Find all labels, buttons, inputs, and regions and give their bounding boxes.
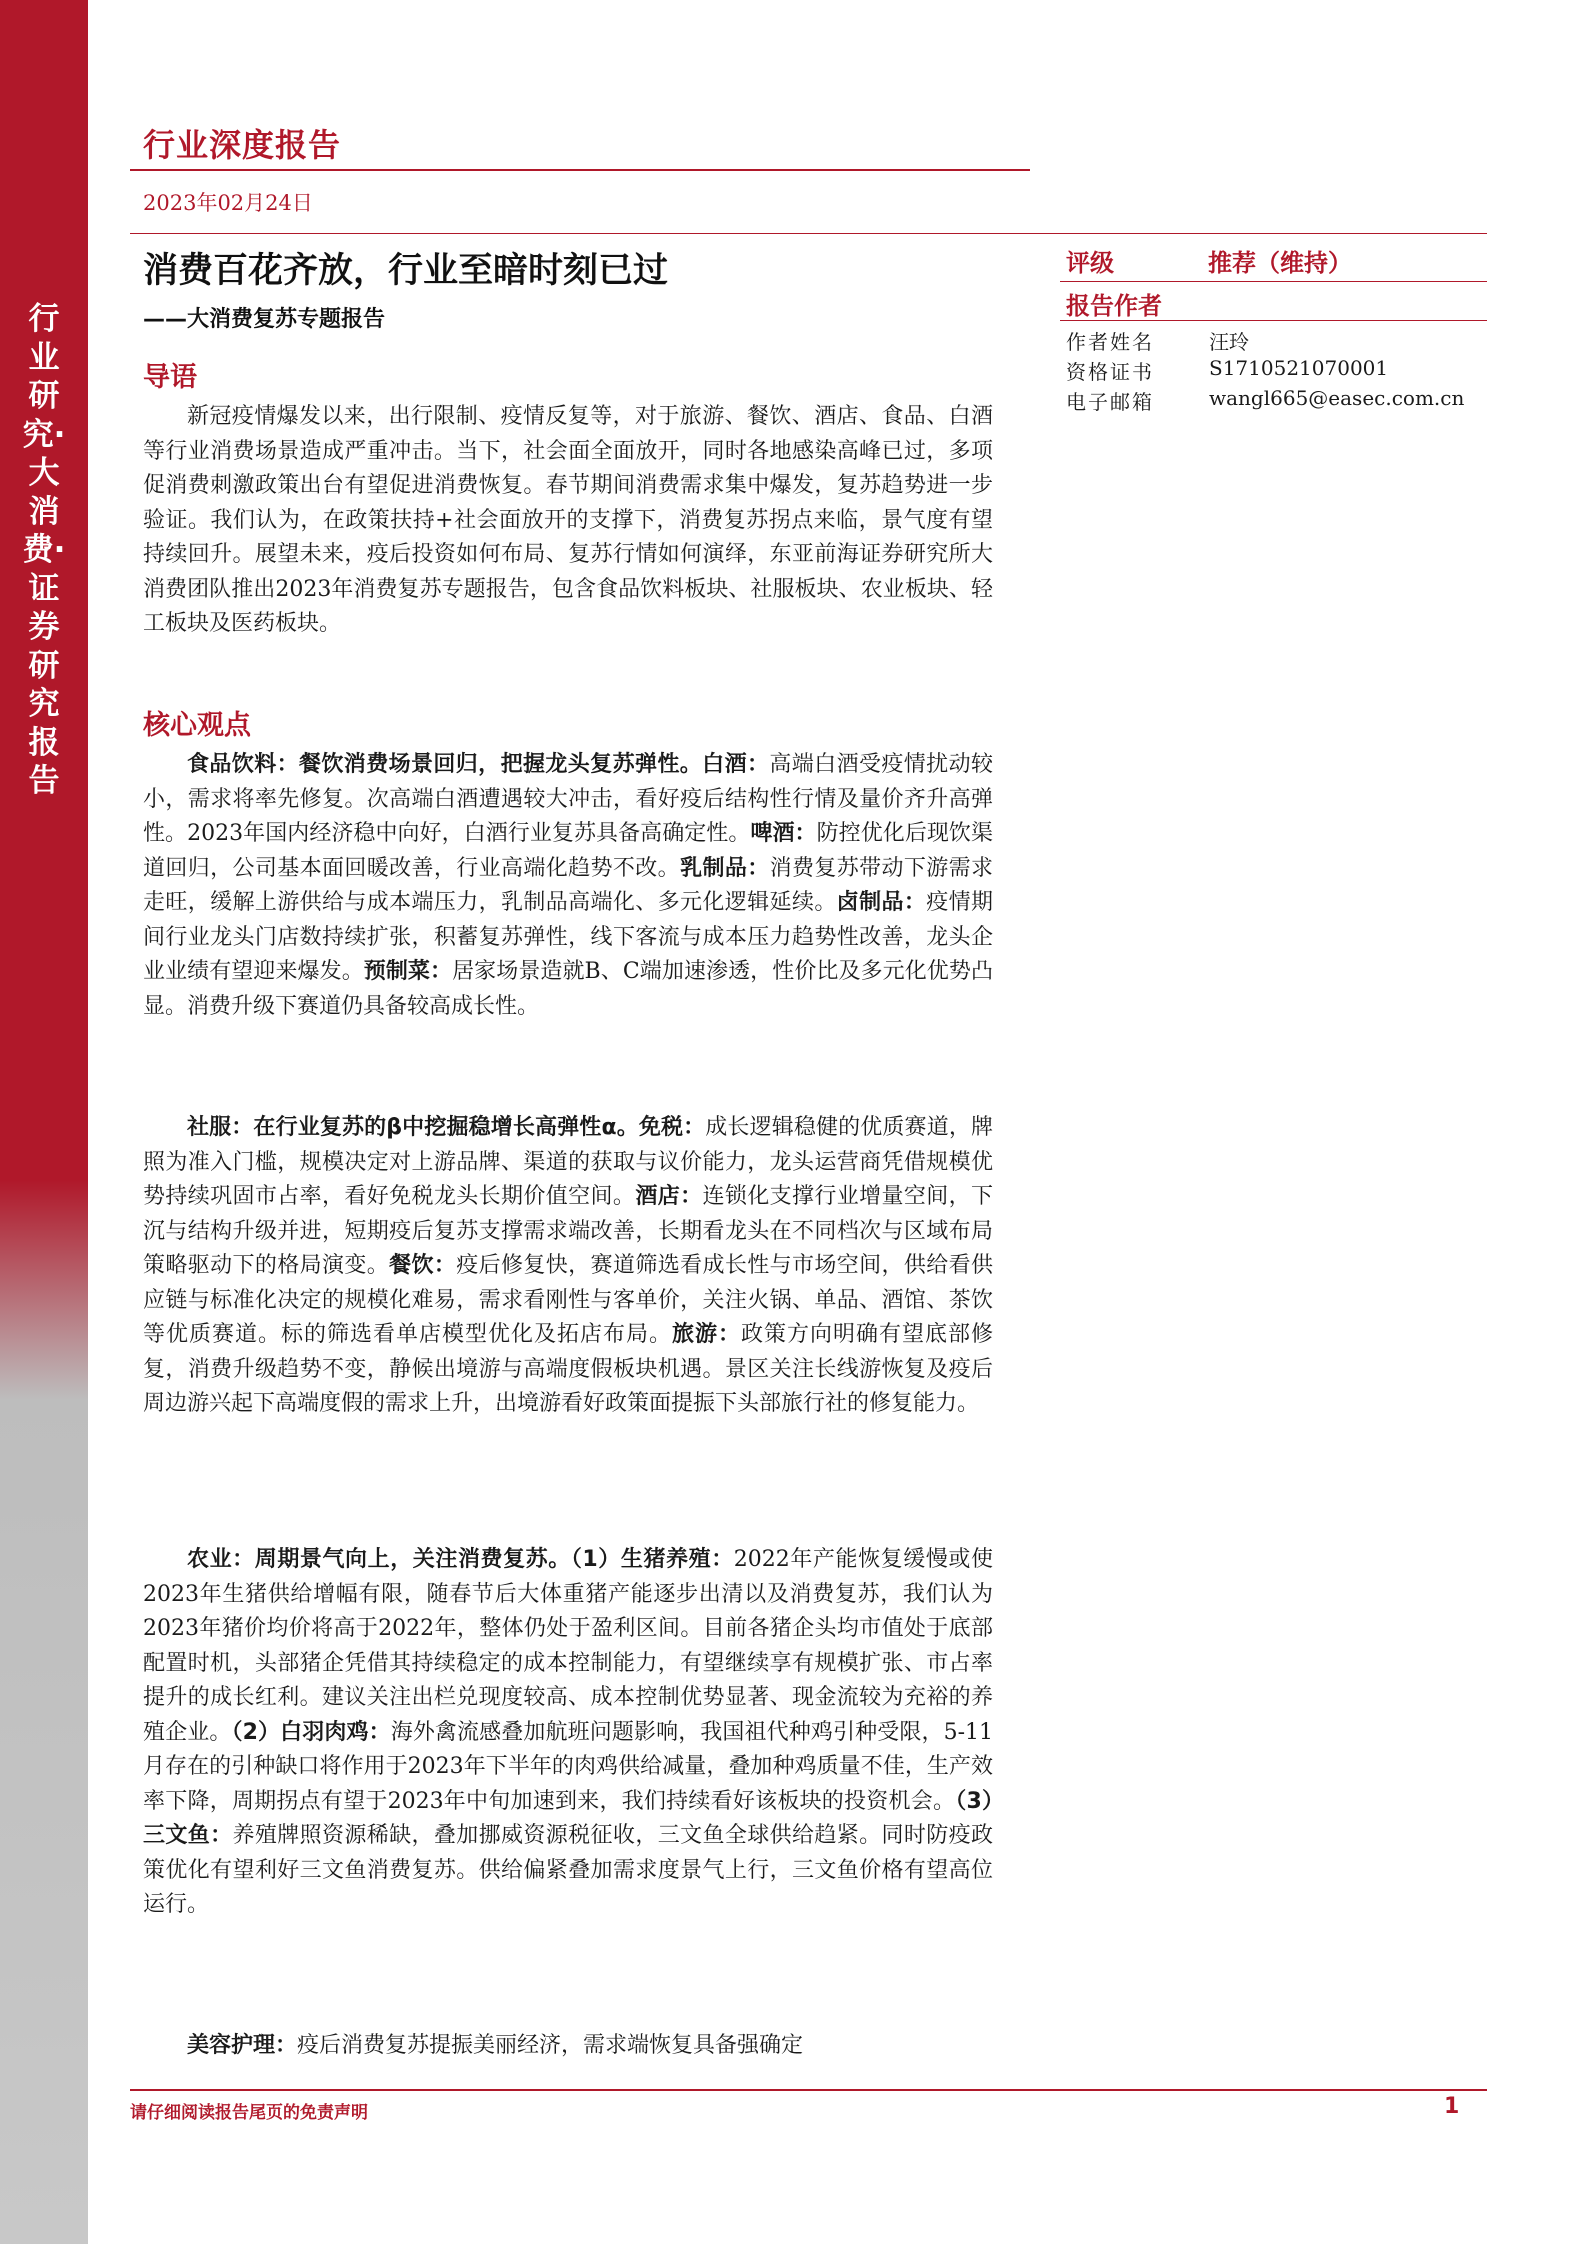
title-divider [130,233,1487,234]
food-baijiu-text: 高端白酒受疫情扰动较小，需求将率先修复。次高端白酒遭遇较大冲击，看好疫后结构性行情及量价齐升高弹性。2023年国内经济稳中向好，白酒行业复苏具备高确定性。 [143,752,993,846]
food-beer-label: 啤酒： [750,821,817,846]
footer-disclaimer: 请仔细阅读报告尾页的免责声明 [130,2103,368,2123]
report-type: 行业深度报告 [143,126,342,164]
rating-value: 推荐（维持） [1208,249,1352,277]
social-paragraph [143,1111,993,1422]
social-dutyfree-text: 成长逻辑稳健的优质赛道，牌照为准入门槛，规模决定对上游品牌、渠道的获取与议价能力，龙头运营商凭借规模优势持续巩固市占率，看好免税龙头长期价值空间。 [143,1115,993,1209]
agri-salmon-label: （3）三文鱼： [143,1788,993,1848]
food-dairy-label: 乳制品： [680,855,770,881]
intro-heading: 导语 [143,362,197,393]
author-email-row [1066,386,1486,416]
agri-pig-text: 2022年产能恢复缓慢或使2023年生猪供给增幅有限，随春节后大体重猪产能逐步出清以及消费复苏，我们认为2023年猪价均价将高于2022年，整体仍处于盈利区间。目前各猪企头均市值处于底部配置时机，头部猪企凭借其持续稳定的成本控制能力，有望继续享有规模扩张、市占率提升的成长红利。建议关注出栏兑现度较高、成本控制优势显著、现金流较为充裕的养殖企业。 [143,1547,993,1745]
social-hotel-text: 连锁化支撑行业增量空间，下沉与结构升级并进，短期疫后复苏支撑需求端改善，长期看龙头在不同档次与区域布局策略驱动下的格局演变。 [143,1184,993,1278]
footer-divider [130,2089,1487,2091]
author-email-key: 电子邮箱 [1066,390,1154,414]
food-paragraph [143,748,993,1024]
agri-salmon-text: 养殖牌照资源稀缺，叠加挪威资源税征收，三文鱼全球供给趋紧。同时防疫政策优化有望利好三文鱼消费复苏。供给偏紧叠加需求度景气上行，三文鱼价格有望高位运行。 [143,1823,993,1917]
author-cert-row [1066,356,1486,386]
food-braised-label: 卤制品： [836,890,927,915]
agri-chicken-label: （2）白羽肉鸡： [231,1719,391,1745]
agri-pig-label: （1）生猪养殖： [570,1547,734,1572]
food-lead: 食品饮料：餐饮消费场景回归，把握龙头复苏弹性。 [187,752,703,777]
agri-lead: 农业：周期景气向上，关注消费复苏。 [187,1547,571,1572]
authors-heading: 报告作者 [1066,292,1162,320]
rating-row [1060,243,1487,279]
side-bar [0,0,88,2244]
social-catering-text: 疫后修复快，赛道筛选看成长性与市场空间，供给看供应链与标准化决定的规模化难易，需求看刚性与客单价，关注火锅、单品、酒馆、茶饮等优质赛道。标的筛选看单店模型优化及拓店布局。 [143,1253,993,1347]
intro-paragraph: 新冠疫情爆发以来，出行限制、疫情反复等，对于旅游、餐饮、酒店、食品、白酒等行业消费场景造成严重冲击。当下，社会面全面放开，同时各地感染高峰已过，多项促消费刺激政策出台有望促进消费恢复。春节期间消费需求集中爆发，复苏趋势进一步验证。我们认为，在政策扶持+社会面放开的支撑下，消费复苏拐点来临，景气度有望持续回升。展望未来，疫后投资如何布局、复苏行情如何演绎，东亚前海证券研究所大消费团队推出2023年消费复苏专题报告，包含食品饮料板块、社服板块、农业板块、轻工板块及医药板块。 [143,404,993,636]
food-beer-text: 防控优化后现饮渠道回归，公司基本面回暖改善，行业高端化趋势不改。 [143,821,993,881]
side-category-label: 行业研究·大消费·证券研究报告 [22,301,66,799]
food-baijiu-label: 白酒： [702,752,770,777]
food-braised-text: 疫情期间行业龙头门店数持续扩张，积蓄复苏弹性，线下客流与成本压力趋势性改善，龙头企业业绩有望迎来爆发。 [143,890,993,984]
author-cert-key: 资格证书 [1066,360,1154,384]
food-prepared-label: 预制菜： [363,959,453,984]
rating-label: 评级 [1066,249,1114,277]
food-prepared-text: 居家场景造就B、C端加速渗透，性价比及多元化优势凸显。消费升级下赛道仍具备较高成长性。 [143,959,993,1019]
core-heading: 核心观点 [143,710,251,741]
social-travel-label: 旅游： [671,1322,741,1347]
author-name-row [1066,326,1486,356]
author-email-value: wangl665@easec.com.cn [1209,386,1465,410]
social-travel-text: 政策方向明确有望底部修复，消费升级趋势不变，静候出境游与高端度假板块机遇。景区关注长线游恢复及疫后周边游兴起下高端度假的需求上升，出境游看好政策面提振下头部旅行社的修复能力。 [143,1322,993,1416]
social-dutyfree-label: 免税： [638,1115,706,1140]
header-divider [130,169,1030,171]
author-name-value: 汪玲 [1209,330,1249,354]
food-dairy-text: 消费复苏带动下游需求走旺，缓解上游供给与成本端压力，乳制品高端化、多元化逻辑延续。 [143,855,993,915]
page-number: 1 [1444,2094,1460,2119]
beauty-paragraph [143,2029,993,2064]
page-subtitle: ——大消费复苏专题报告 [143,307,386,332]
authors-divider [1060,320,1487,321]
agri-chicken-text: 海外禽流感叠加航班问题影响，我国祖代种鸡引种受限，5-11月存在的引种缺口将作用于2023年下半年的肉鸡供给减量，叠加种鸡质量不佳，生产效率下降，周期拐点有望于2023年中旬加速到来，我们持续看好该板块的投资机会。 [143,1719,993,1814]
agri-paragraph [143,1543,993,1923]
social-catering-label: 餐饮： [389,1253,457,1278]
page-title: 消费百花齐放，行业至暗时刻已过 [143,251,669,291]
social-lead: 社服：在行业复苏的β中挖掘稳增长高弹性α。 [187,1115,639,1140]
author-name-key: 作者姓名 [1066,330,1154,354]
rating-divider [1060,281,1487,282]
report-date: 2023年02月24日 [143,191,313,215]
beauty-lead: 美容护理： [187,2033,298,2058]
social-hotel-label: 酒店： [635,1184,703,1209]
beauty-text: 疫后消费复苏提振美丽经济，需求端恢复具备强确定 [297,2033,804,2058]
author-cert-value: S1710521070001 [1209,356,1389,380]
